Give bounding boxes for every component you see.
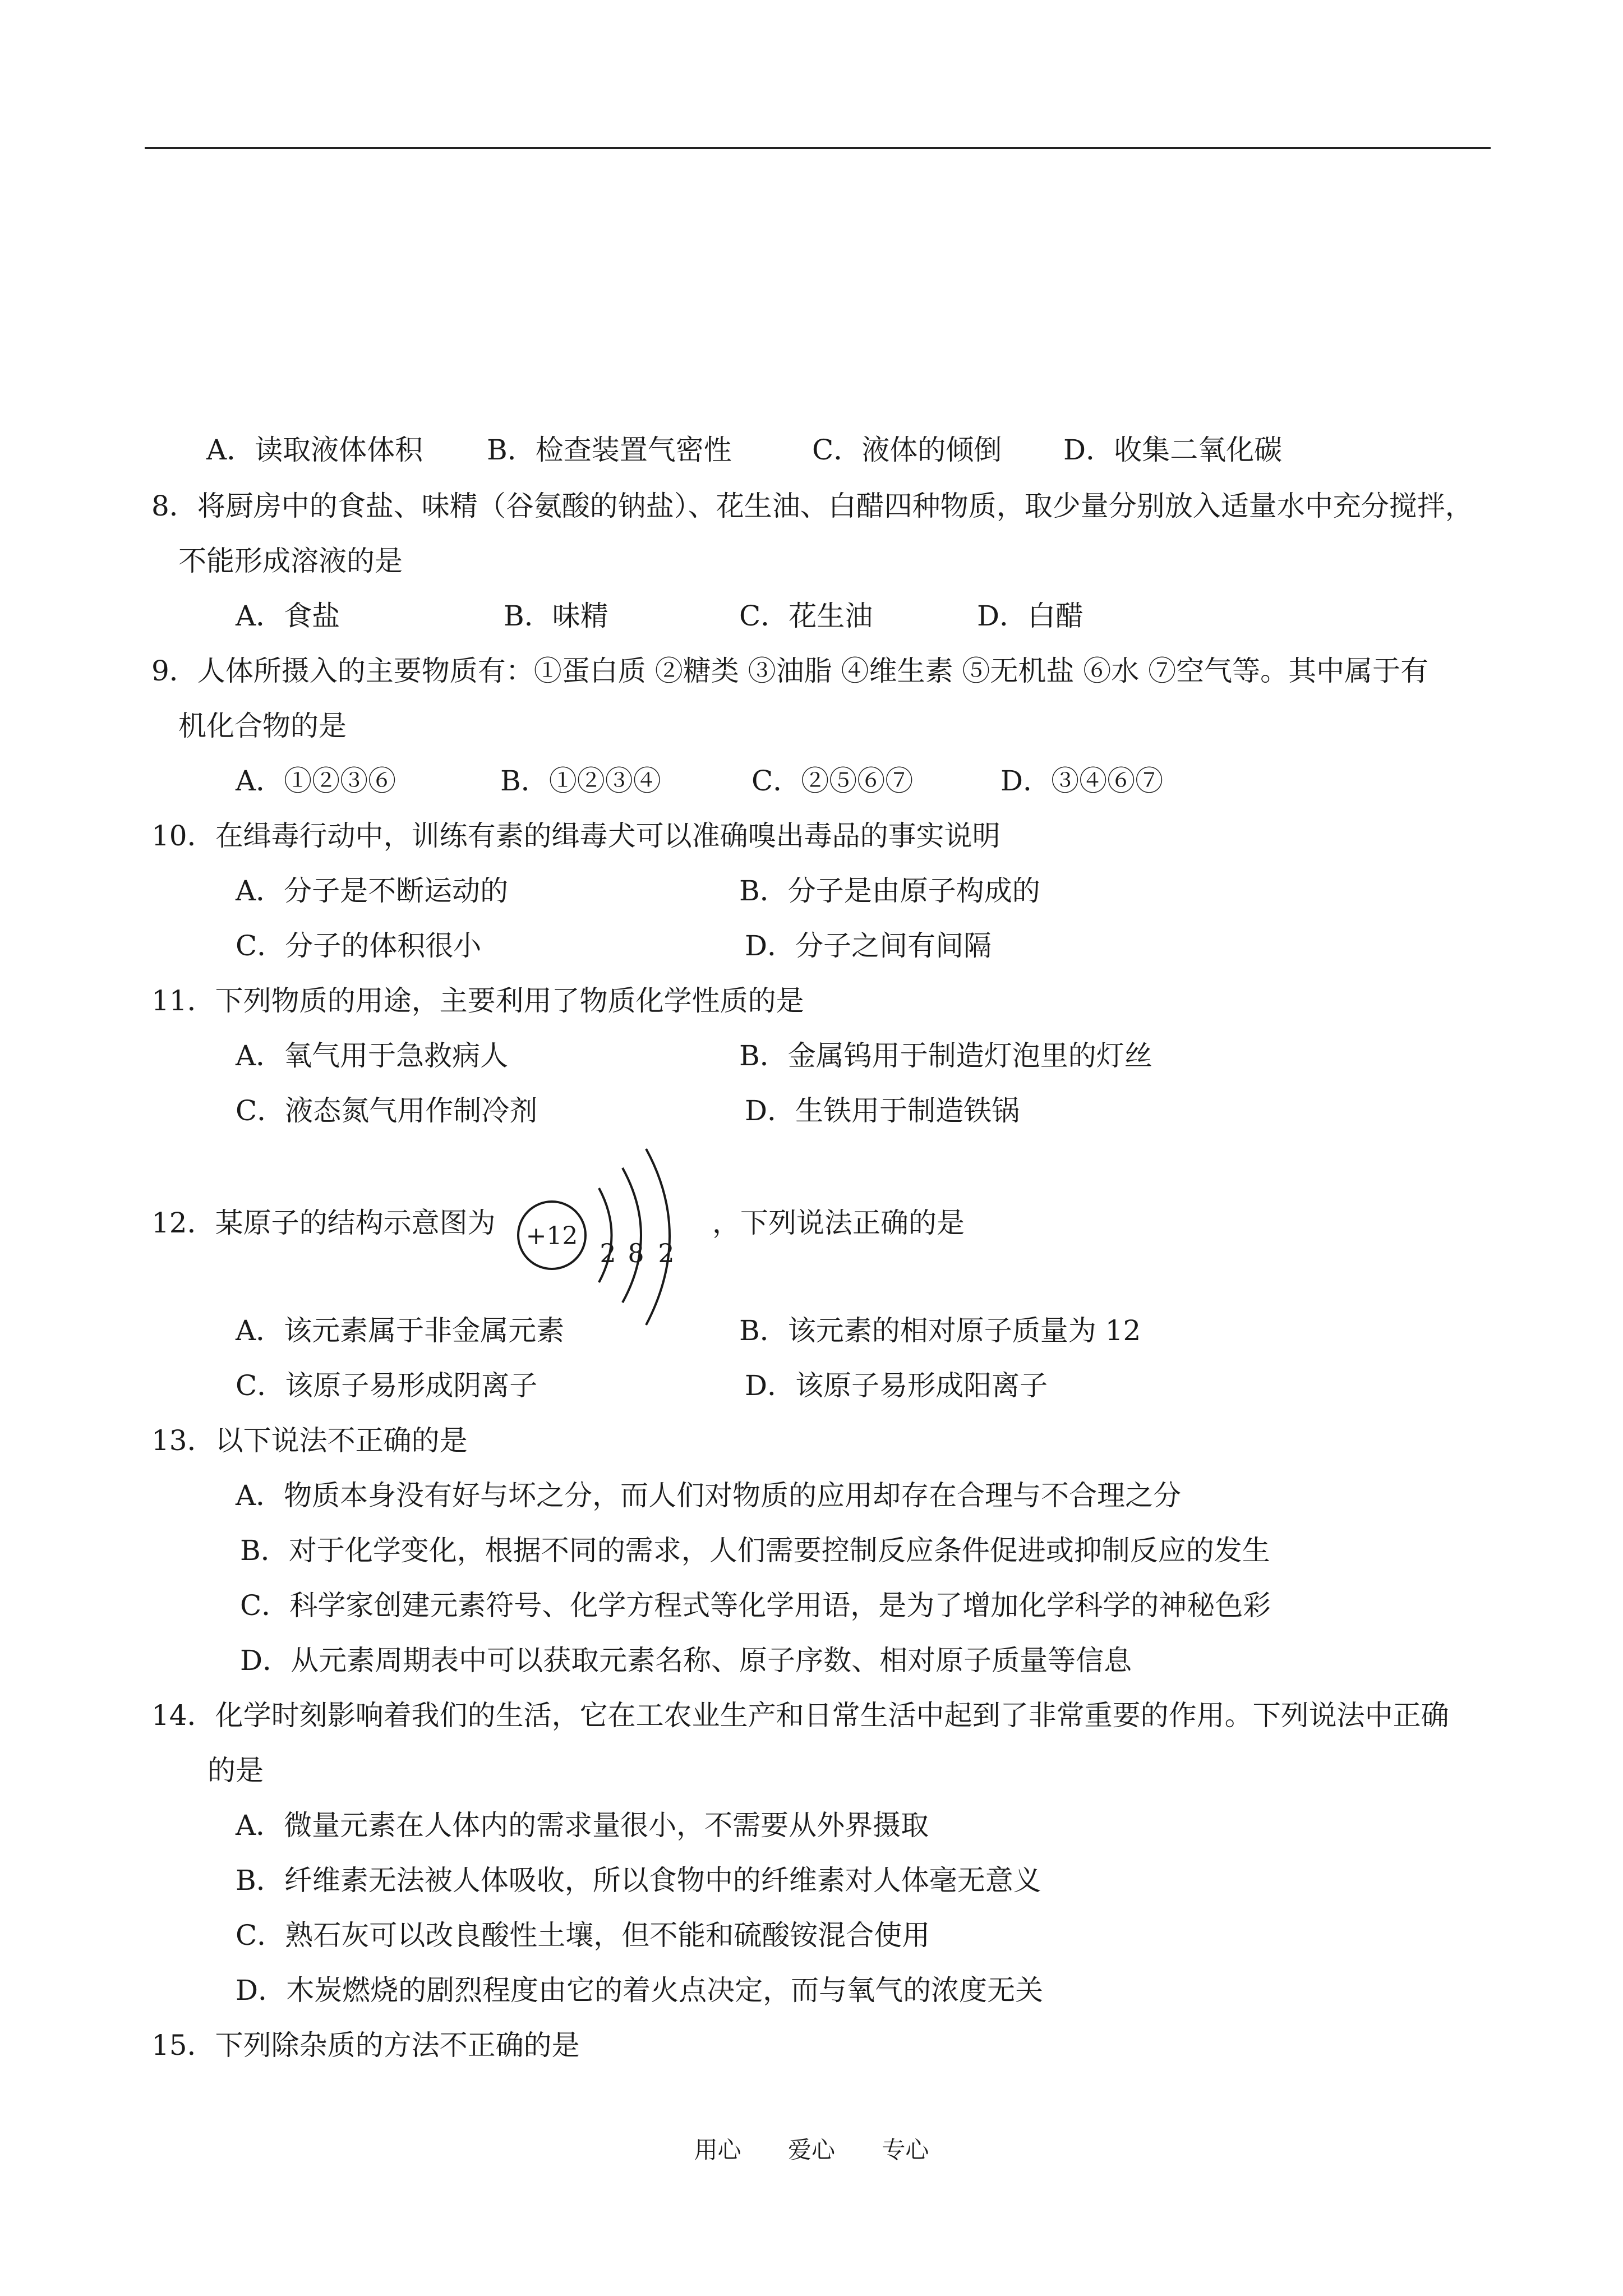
q8-stem-line1: 8．将厨房中的食盐、味精（谷氨酸的钠盐）、花生油、白醋四种物质，取少量分别放入适量水中充分搅拌， [151, 490, 1473, 522]
q12-option-c: C．该原子易形成阴离子 [236, 1369, 538, 1402]
q11-option-a: A．氧气用于急救病人 [236, 1039, 509, 1072]
q14-stem-line2: 的是 [208, 1754, 264, 1787]
q12-option-d: D．该原子易形成阳离子 [745, 1369, 1048, 1402]
q7-option-a: A．读取液体体积 [206, 434, 423, 466]
q13-option-c: C．科学家创建元素符号、化学方程式等化学用语，是为了增加化学科学的神秘色彩 [240, 1589, 1271, 1622]
q12-stem-after: ，下列说法正确的是 [712, 1207, 965, 1239]
q8-option-a: A．食盐 [236, 600, 340, 632]
q13-option-a: A．物质本身没有好与坏之分，而人们对物质的应用却存在合理与不合理之分 [236, 1479, 1182, 1512]
q15-stem: 15．下列除杂质的方法不正确的是 [151, 2029, 580, 2062]
q14-stem-line1: 14．化学时刻影响着我们的生活，它在工农业生产和日常生活中起到了非常重要的作用。下列说法中正确 [151, 1699, 1449, 1732]
atom-shell-electrons-1: 2 [600, 1238, 616, 1268]
footer-text-3: 专心 [882, 2136, 929, 2164]
q14-option-c: C．熟石灰可以改良酸性土壤，但不能和硫酸铵混合使用 [236, 1919, 930, 1952]
q11-option-c: C．液态氮气用作制冷剂 [236, 1094, 538, 1127]
page-footer [0, 2132, 1623, 2165]
atom-structure-diagram [515, 1144, 700, 1329]
atom-shell-electrons-3: 2 [658, 1238, 675, 1268]
q10-stem: 10．在缉毒行动中，训练有素的缉毒犬可以准确嗅出毒品的事实说明 [151, 820, 1000, 852]
q10-option-d: D．分子之间有间隔 [745, 930, 992, 962]
q11-option-b: B．金属钨用于制造灯泡里的灯丝 [739, 1039, 1152, 1072]
q14-option-b: B．纤维素无法被人体吸收，所以食物中的纤维素对人体毫无意义 [236, 1864, 1041, 1897]
q14-option-a: A．微量元素在人体内的需求量很小，不需要从外界摄取 [236, 1809, 929, 1842]
q10-option-a: A．分子是不断运动的 [236, 875, 509, 907]
atom-shell-arc-3 [646, 1149, 670, 1325]
q9-option-d: D．③④⑥⑦ [1000, 765, 1164, 797]
q11-stem: 11．下列物质的用途，主要利用了物质化学性质的是 [151, 984, 804, 1017]
atom-shell-arc-2 [623, 1168, 641, 1303]
q8-stem-line2: 不能形成溶液的是 [178, 545, 403, 577]
q14-option-d: D．木炭燃烧的剧烈程度由它的着火点决定，而与氧气的浓度无关 [236, 1974, 1044, 2007]
q13-option-d: D．从元素周期表中可以获取元素名称、原子序数、相对原子质量等信息 [240, 1644, 1132, 1677]
q11-option-d: D．生铁用于制造铁锅 [745, 1094, 1020, 1127]
q9-option-a: A．①②③⑥ [236, 765, 396, 797]
q9-stem-line2: 机化合物的是 [178, 710, 347, 742]
q7-option-c: C．液体的倾倒 [812, 434, 1002, 466]
footer-text-1: 用心 [694, 2136, 741, 2164]
header-rule [145, 147, 1491, 149]
footer-text-2: 爱心 [787, 2136, 835, 2164]
q13-stem: 13．以下说法不正确的是 [151, 1424, 468, 1457]
q8-option-d: D．白醋 [977, 600, 1084, 632]
q9-option-b: B．①②③④ [500, 765, 661, 797]
atom-nucleus-charge: +12 [525, 1222, 578, 1250]
atom-shell-electrons-2: 8 [628, 1238, 644, 1268]
q12-option-a: A．该元素属于非金属元素 [236, 1314, 565, 1347]
q10-option-b: B．分子是由原子构成的 [739, 875, 1040, 907]
q13-option-b: B．对于化学变化，根据不同的需求，人们需要控制反应条件促进或抑制反应的发生 [240, 1534, 1270, 1567]
q12-stem-before: 12．某原子的结构示意图为 [151, 1207, 496, 1239]
q8-option-c: C．花生油 [739, 600, 873, 632]
q9-stem-line1: 9．人体所摄入的主要物质有：①蛋白质 ②糖类 ③油脂 ④维生素 ⑤无机盐 ⑥水 ⑦空气等。其中属于有 [151, 655, 1429, 687]
q10-option-c: C．分子的体积很小 [236, 930, 482, 962]
q7-option-b: B．检查装置气密性 [487, 434, 732, 466]
q9-option-c: C．②⑤⑥⑦ [751, 765, 914, 797]
q7-option-d: D．收集二氧化碳 [1063, 434, 1283, 466]
q8-option-b: B．味精 [504, 600, 608, 632]
q12-option-b: B．该元素的相对原子质量为 12 [739, 1314, 1141, 1347]
